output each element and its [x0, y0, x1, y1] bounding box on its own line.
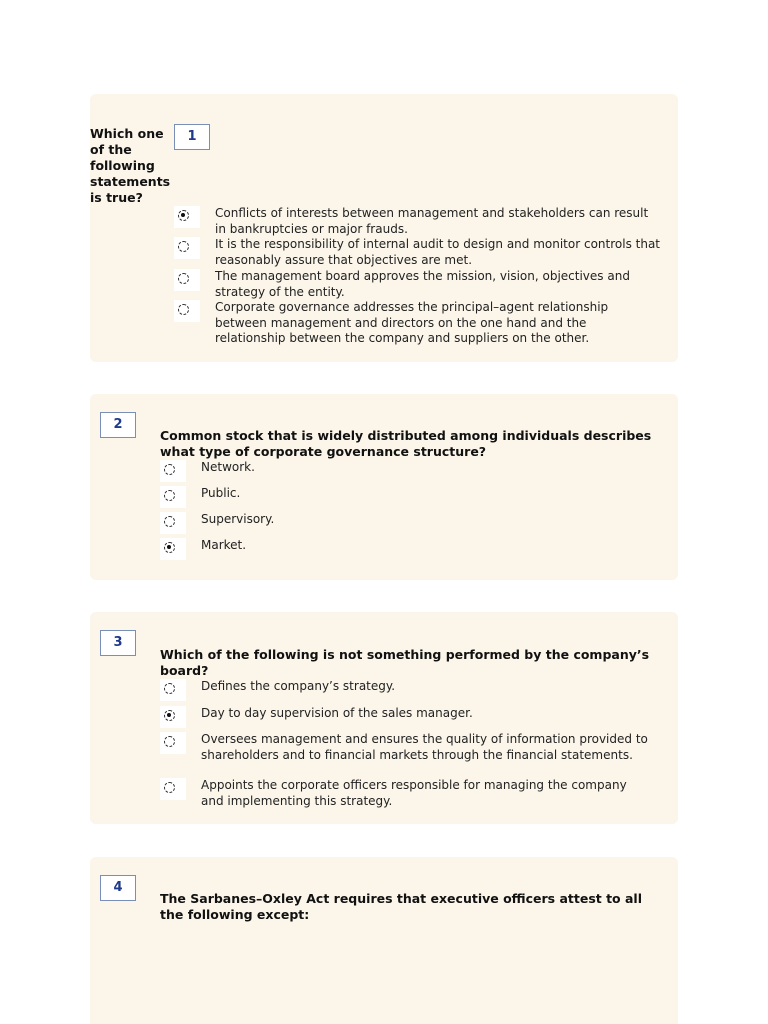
radio-button-1-3[interactable]	[178, 273, 189, 284]
question-number-4: 4	[100, 875, 136, 901]
radio-button-1-4[interactable]	[178, 304, 189, 315]
question-card-4	[90, 857, 678, 1024]
option-label-3-2: Day to day supervision of the sales manager.	[201, 706, 473, 720]
question-card-1	[90, 94, 678, 362]
radio-button-3-1[interactable]	[164, 683, 175, 694]
radio-button-3-2[interactable]	[164, 710, 175, 721]
option-2-4[interactable]	[160, 538, 660, 560]
option-label-2-4: Market.	[201, 538, 247, 552]
option-label-2-2: Public.	[201, 486, 241, 500]
radio-button-1-2[interactable]	[178, 241, 189, 252]
question-card-2	[90, 394, 678, 580]
question-card-3	[90, 612, 678, 824]
option-label-1-3: The management board approves the mission, vision, objectives and strategy of the entity.	[215, 269, 630, 299]
option-1-1[interactable]	[174, 206, 664, 237]
option-1-3[interactable]	[174, 269, 664, 300]
option-1-2[interactable]	[174, 237, 664, 268]
option-3-2[interactable]	[160, 706, 660, 728]
option-label-1-2: It is the responsibility of internal audit to design and monitor controls that reasonably assure that objectives are met.	[215, 237, 661, 267]
option-2-2[interactable]	[160, 486, 660, 508]
question-text-1: Which one of the following statements is true?	[90, 126, 171, 205]
option-3-3[interactable]	[160, 732, 660, 763]
option-label-1-4: Corporate governance addresses the principal–agent relationship between management and directors on the one hand and the relationship between the company and suppliers on the other.	[215, 300, 609, 345]
question-number-3: 3	[100, 630, 136, 656]
option-label-2-3: Supervisory.	[201, 512, 275, 526]
option-2-3[interactable]	[160, 512, 660, 534]
question-number-1: 1	[174, 124, 210, 150]
radio-button-3-4[interactable]	[164, 782, 175, 793]
radio-button-2-1[interactable]	[164, 464, 175, 475]
option-3-4[interactable]	[160, 778, 660, 809]
option-label-3-1: Defines the company’s strategy.	[201, 679, 396, 693]
radio-button-3-3[interactable]	[164, 736, 175, 747]
radio-button-2-4[interactable]	[164, 542, 175, 553]
option-2-1[interactable]	[160, 460, 660, 482]
option-label-3-4: Appoints the corporate officers responsible for managing the company and implementing this strategy.	[201, 778, 627, 808]
question-text-4: The Sarbanes–Oxley Act requires that executive officers attest to all the following except:	[160, 891, 643, 922]
option-label-3-3: Oversees management and ensures the quality of information provided to shareholders and to financial markets through the financial statements.	[201, 732, 648, 762]
radio-button-2-2[interactable]	[164, 490, 175, 501]
question-text-3: Which of the following is not something performed by the company’s board?	[160, 647, 650, 678]
option-label-2-1: Network.	[201, 460, 255, 474]
option-3-1[interactable]	[160, 679, 660, 701]
option-label-1-1: Conflicts of interests between management and stakeholders can result in bankruptcies or major frauds.	[215, 206, 649, 236]
question-text-2: Common stock that is widely distributed among individuals describes what type of corporate governance structure?	[160, 428, 652, 459]
radio-button-1-1[interactable]	[178, 210, 189, 221]
option-1-4[interactable]	[174, 300, 664, 347]
question-number-2: 2	[100, 412, 136, 438]
radio-button-2-3[interactable]	[164, 516, 175, 527]
